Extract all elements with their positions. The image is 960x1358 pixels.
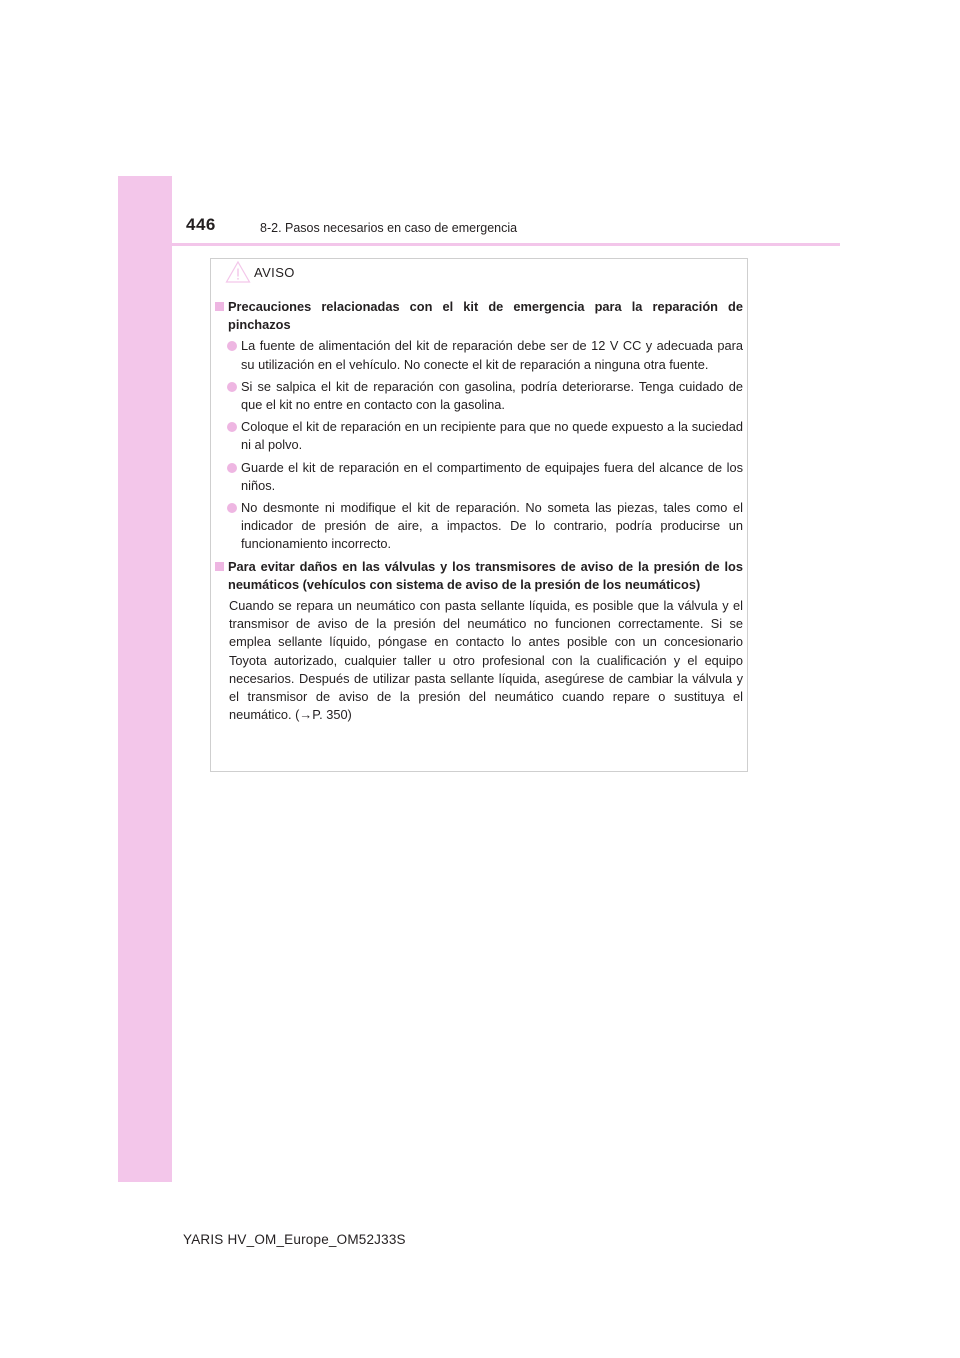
header-divider <box>118 243 840 246</box>
side-color-band <box>118 176 172 1182</box>
list-item-text: Si se salpica el kit de reparación con gasolina, podría deteriorarse. Tenga cuidado de que el kit no entre en contacto con la gasolina. <box>241 378 743 413</box>
warning-body <box>215 298 743 724</box>
warning-title: AVISO <box>254 264 295 280</box>
warning-header <box>225 260 295 284</box>
circle-bullet-icon <box>227 463 237 473</box>
topic-heading <box>215 298 743 334</box>
list-item <box>215 378 743 414</box>
topic-heading-text: Precauciones relacionadas con el kit de emergencia para la reparación de pinchazos <box>228 299 743 333</box>
list-item <box>215 499 743 554</box>
section-title: 8-2. Pasos necesarios en caso de emergencia <box>260 221 518 235</box>
page-number: 446 <box>186 215 216 234</box>
list-item-text: Guarde el kit de reparación en el compartimento de equipajes fuera del alcance de los niños. <box>241 459 743 493</box>
topic-heading-text: Para evitar daños en las válvulas y los transmisores de aviso de la presión de los neumáticos (vehículos con sistema de aviso de la presión de los neumáticos) <box>228 558 743 592</box>
square-bullet-icon <box>215 302 224 311</box>
document-code: YARIS HV_OM_Europe_OM52J33S <box>183 1232 406 1247</box>
warning-triangle-icon <box>225 260 251 284</box>
list-item-text: Coloque el kit de reparación en un recipiente para que no quede expuesto a la suciedad ni al polvo. <box>241 419 743 453</box>
circle-bullet-icon <box>227 503 237 513</box>
topic-heading <box>215 558 743 594</box>
list-item <box>215 418 743 454</box>
square-bullet-icon <box>215 562 224 571</box>
topic-paragraph: Cuando se repara un neumático con pasta sellante líquida, es posible que la válvula y el transmisor de aviso de la presión del neumático no funcionen correctamente. Si se emplea sellante líquido, póngase en contacto lo antes posible con un concesionario Toyota autorizado, cualquier taller u otro profesional con la cualificación y el equipo necesarios. Después de utilizar pasta sellante líquida, asegúrese de cambiar la válvula y el transmisor de aviso de la presión del neumático cuando repare o sustituya el neumático. (→P. 350) <box>229 598 743 723</box>
list-item <box>215 459 743 495</box>
circle-bullet-icon <box>227 422 237 432</box>
circle-bullet-icon <box>227 382 237 392</box>
circle-bullet-icon <box>227 341 237 351</box>
list-item <box>215 337 743 373</box>
list-item-text: La fuente de alimentación del kit de reparación debe ser de 12 V CC y adecuada para su utilización en el vehículo. No conecte el kit de reparación a ninguna otra fuente. <box>241 338 743 372</box>
list-item-text: No desmonte ni modifique el kit de reparación. No someta las piezas, tales como el indicador de presión de aire, a impactos. De lo contrario, podría producirse un funcionamiento incorrecto. <box>241 500 743 552</box>
